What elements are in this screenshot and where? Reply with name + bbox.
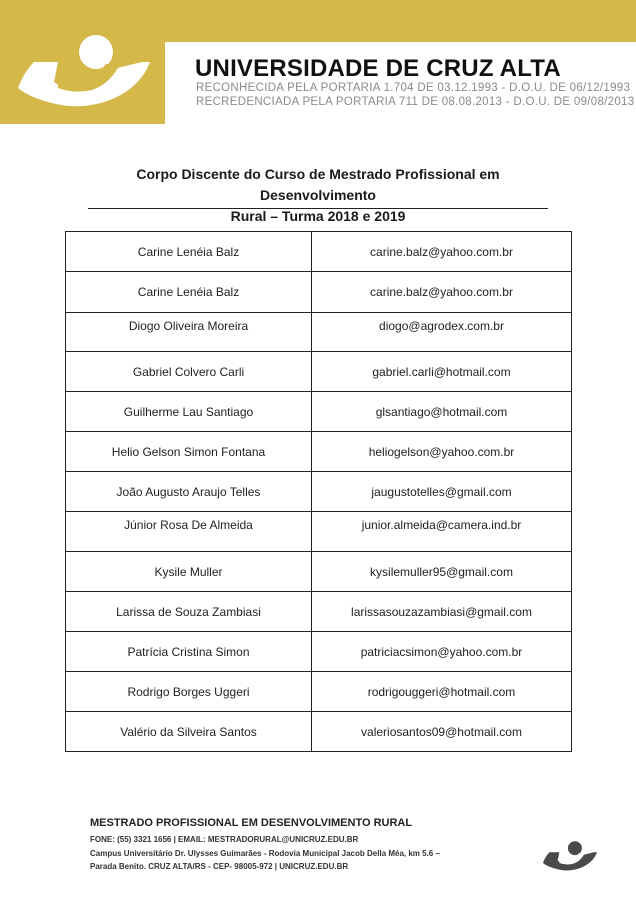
table-row <box>66 672 572 712</box>
student-name: Patrícia Cristina Simon <box>66 632 312 672</box>
table-row <box>66 432 572 472</box>
title-underline <box>88 208 548 209</box>
student-email: diogo@agrodex.com.br <box>312 313 572 352</box>
table-row <box>66 313 572 352</box>
student-name: Gabriel Colvero Carli <box>66 352 312 392</box>
student-name: Helio Gelson Simon Fontana <box>66 432 312 472</box>
student-name: Carine Lenéia Balz <box>66 272 312 313</box>
table-row <box>66 552 572 592</box>
student-email: glsantiago@hotmail.com <box>312 392 572 432</box>
student-name: Valério da Silveira Santos <box>66 712 312 752</box>
student-email: jaugustotelles@gmail.com <box>312 472 572 512</box>
reaccreditation-line: RECREDENCIADA PELA PORTARIA 711 DE 08.08.2013 - D.O.U. DE 09/08/2013 <box>196 96 635 108</box>
table-row <box>66 232 572 272</box>
student-name: Rodrigo Borges Uggeri <box>66 672 312 712</box>
student-name: Larissa de Souza Zambiasi <box>66 592 312 632</box>
student-email: rodrigouggeri@hotmail.com <box>312 672 572 712</box>
footer-logo-icon <box>540 840 600 872</box>
table-row <box>66 592 572 632</box>
recognition-line: RECONHECIDA PELA PORTARIA 1.704 DE 03.12.1993 - D.O.U. DE 06/12/1993 <box>196 82 631 94</box>
student-email: junior.almeida@camera.ind.br <box>312 512 572 552</box>
student-name: Carine Lenéia Balz <box>66 232 312 272</box>
table-row <box>66 712 572 752</box>
student-email: carine.balz@yahoo.com.br <box>312 272 572 313</box>
footer-contact: FONE: (55) 3321 1656 | EMAIL: MESTRADORURAL@UNICRUZ.EDU.BR <box>90 835 359 844</box>
student-name: Diogo Oliveira Moreira <box>66 313 312 352</box>
university-name: UNIVERSIDADE DE CRUZ ALTA <box>195 55 561 82</box>
footer-program-title: MESTRADO PROFISSIONAL EM DESENVOLVIMENTO RURAL <box>90 817 413 829</box>
student-name: Kysile Muller <box>66 552 312 592</box>
table-row <box>66 472 572 512</box>
student-name: Júnior Rosa De Almeida <box>66 512 312 552</box>
student-email: valeriosantos09@hotmail.com <box>312 712 572 752</box>
footer-address-line-2: Parada Benito. CRUZ ALTA/RS - CEP- 98005-972 | UNICRUZ.EDU.BR <box>90 862 349 871</box>
student-email: gabriel.carli@hotmail.com <box>312 352 572 392</box>
student-email: kysilemuller95@gmail.com <box>312 552 572 592</box>
student-email: heliogelson@yahoo.com.br <box>312 432 572 472</box>
table-row <box>66 512 572 552</box>
table-row <box>66 632 572 672</box>
student-table <box>65 231 572 752</box>
document-title <box>88 164 548 227</box>
student-name: Guilherme Lau Santiago <box>66 392 312 432</box>
student-email: carine.balz@yahoo.com.br <box>312 232 572 272</box>
footer-address-line-1: Campus Universitário Dr. Ulysses Guimarães - Rodovia Municipal Jacob Della Méa, km 5.6 – <box>90 849 440 858</box>
title-line-1: Corpo Discente do Curso de Mestrado Profissional em Desenvolvimento <box>136 166 500 203</box>
table-row <box>66 392 572 432</box>
student-email: patriciacsimon@yahoo.com.br <box>312 632 572 672</box>
university-logo-icon <box>14 32 154 110</box>
student-email: larissasouzazambiasi@gmail.com <box>312 592 572 632</box>
table-row <box>66 272 572 313</box>
table-row <box>66 352 572 392</box>
student-name: João Augusto Araujo Telles <box>66 472 312 512</box>
title-line-2: Rural – Turma 2018 e 2019 <box>230 208 406 224</box>
